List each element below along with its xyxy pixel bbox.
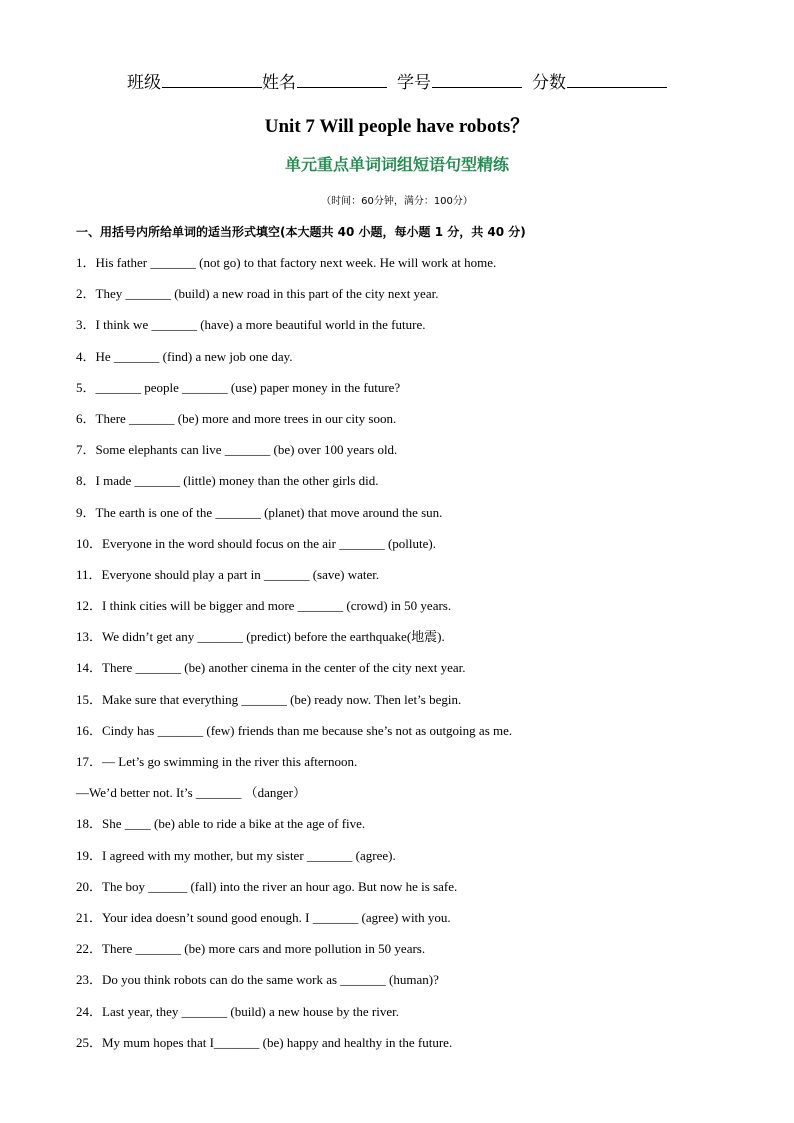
id-field [397, 68, 522, 93]
question-item: 11．Everyone should play a part in _______ (save) water. [76, 566, 380, 582]
question-item: 10．Everyone in the word should focus on the air _______ (pollute). [76, 535, 436, 551]
question-item: 3．I think we _______ (have) a more beautiful world in the future. [76, 317, 426, 333]
question-item: 19．I agreed with my mother, but my sister _______ (agree). [76, 847, 396, 863]
student-info-line [0, 68, 794, 93]
question-item: 22．There _______ (be) more cars and more pollution in 50 years. [76, 941, 426, 957]
question-item: 17．— Let’s go swimming in the river this afternoon. [76, 754, 358, 769]
question-item: 2．They _______ (build) a new road in this part of the city next year. [76, 286, 439, 302]
question-item: 25．My mum hopes that I_______ (be) happy and healthy in the future. [76, 1034, 453, 1050]
unit-title: Unit 7 Will people have robots？ [264, 116, 530, 137]
question-item: 4．He _______ (find) a new job one day. [76, 348, 293, 364]
question-item: 15．Make sure that everything _______ (be) ready now. Then let’s begin. [76, 691, 462, 707]
question-item: 23．Do you think robots can do the same work as _______ (human)? [76, 972, 439, 988]
score-field [532, 68, 667, 93]
question-item: 16．Cindy has _______ (few) friends than me because she’s not as outgoing as me. [76, 722, 513, 738]
question-item: 13．We didn’t get any _______ (predict) before the earthquake(地震). [76, 629, 445, 645]
id-label: 学号 [397, 73, 431, 93]
question-item: 21．Your idea doesn’t sound good enough. I _______ (agree) with you. [76, 909, 451, 925]
name-blank[interactable] [297, 85, 387, 88]
class-field [127, 68, 262, 93]
time-note: （时间：60分钟，满分：100分） [321, 196, 473, 207]
question-item: 7．Some elephants can live _______ (be) over 100 years old. [76, 442, 398, 458]
section-heading: 一、用括号内所给单词的适当形式填空(本大题共 40 小题，每小题 1 分，共 40 分) [76, 225, 526, 239]
id-blank[interactable] [432, 85, 522, 88]
question-item-continuation: —We’d better not. It’s _______ （danger） [76, 785, 307, 801]
name-field [262, 68, 387, 93]
question-list [76, 254, 736, 1065]
question-item: 1．His father _______ (not go) to that factory next week. He will work at home. [76, 255, 497, 270]
class-label: 班级 [127, 73, 161, 93]
unit-subtitle: 单元重点单词词组短语句型精练 [284, 155, 509, 174]
question-item: 12．I think cities will be bigger and more _______ (crowd) in 50 years. [76, 598, 452, 614]
score-label: 分数 [532, 73, 566, 93]
score-blank[interactable] [567, 85, 667, 88]
question-item: 8．I made _______ (little) money than the other girls did. [76, 473, 379, 489]
question-item: 6．There _______ (be) more and more trees in our city soon. [76, 410, 397, 426]
class-blank[interactable] [162, 85, 262, 88]
question-item: 18．She ____ (be) able to ride a bike at the age of five. [76, 816, 366, 832]
name-label: 姓名 [262, 73, 296, 93]
question-item: 14．There _______ (be) another cinema in the center of the city next year. [76, 660, 466, 676]
question-item: 20．The boy ______ (fall) into the river an hour ago. But now he is safe. [76, 878, 458, 894]
question-item: 24．Last year, they _______ (build) a new house by the river. [76, 1003, 399, 1019]
question-item: 9．The earth is one of the _______ (planet) that move around the sun. [76, 504, 443, 520]
question-item: 5．_______ people _______ (use) paper money in the future? [76, 379, 401, 395]
